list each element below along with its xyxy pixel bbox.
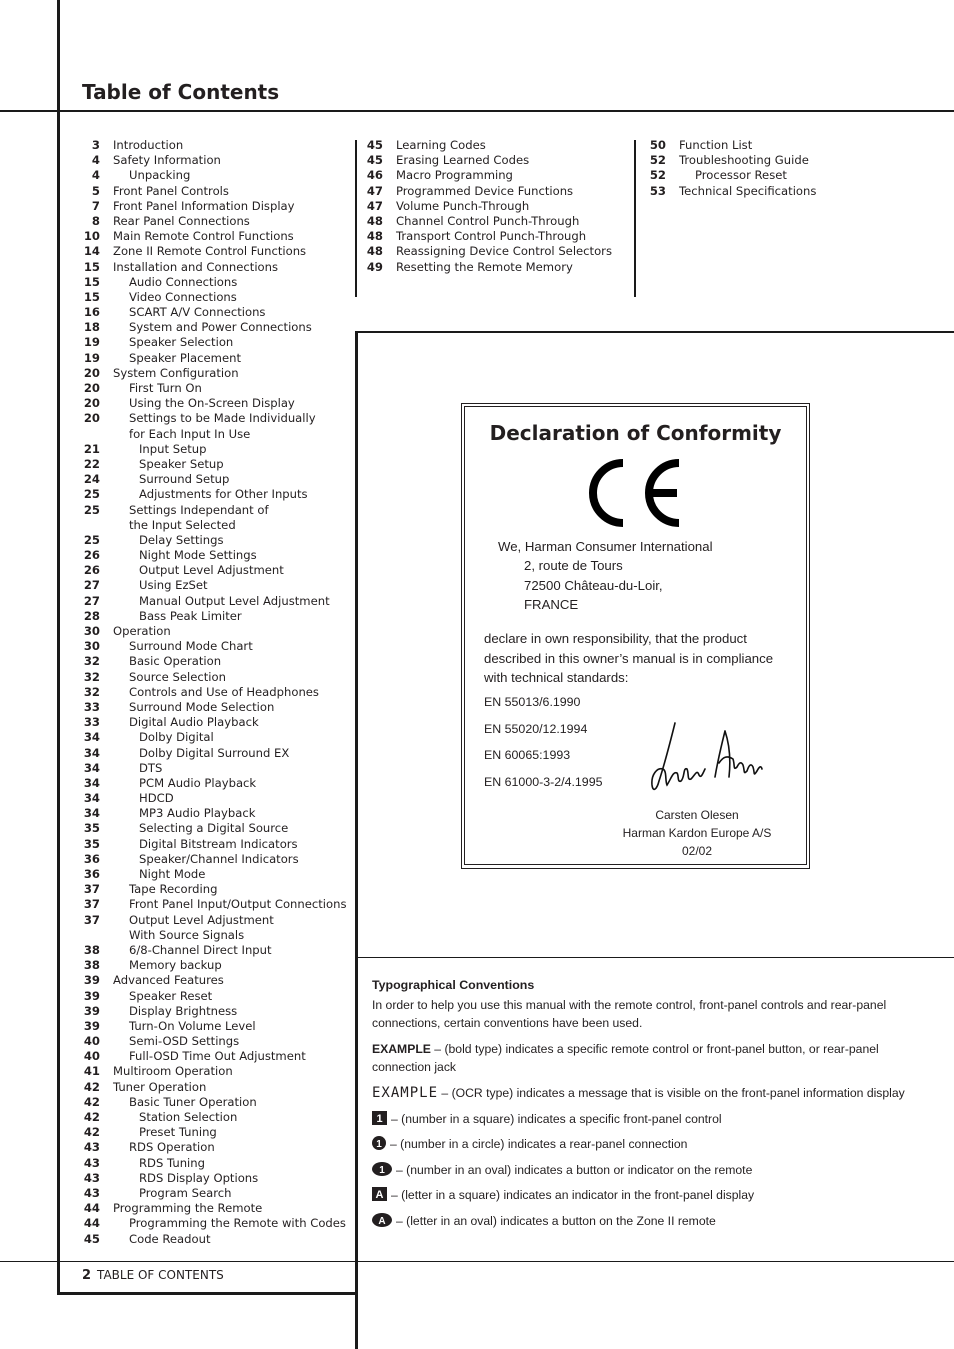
toc-page-number: 22 <box>83 456 100 471</box>
toc-page-number: 35 <box>83 836 100 851</box>
toc-page-number: 43 <box>83 1155 100 1170</box>
toc-entry-title: Speaker Placement <box>129 350 241 365</box>
toc-page-number: 30 <box>83 639 100 654</box>
convention-text: – (number in a circle) indicates a rear-panel connection <box>390 1137 688 1151</box>
toc-entry-title: Night Mode <box>139 867 206 881</box>
toc-page-number: 14 <box>83 244 100 259</box>
toc-page-number: 8 <box>91 213 100 228</box>
toc-page-number: 32 <box>83 654 100 669</box>
toc-page-number: 37 <box>83 912 100 927</box>
toc-page-number: 48 <box>366 213 383 228</box>
left-margin-bar <box>57 0 60 1295</box>
toc-page-number: 38 <box>83 958 100 973</box>
toc-page-number: 25 <box>83 487 100 502</box>
bold-example-desc: – (bold type) indicates a specific remote control or front-panel button, or rear-panel connection jack <box>372 1042 879 1074</box>
toc-entry-title: Function List <box>679 138 753 152</box>
toc-entry-title: Tape Recording <box>129 882 218 897</box>
toc-entry-title: Source Selection <box>129 669 226 684</box>
toc-page-number: 18 <box>83 320 100 335</box>
toc-page-number: 43 <box>83 1185 100 1200</box>
standard-1: EN 55013/6.1990 <box>484 695 581 709</box>
convention-number-oval <box>372 1161 752 1179</box>
toc-page-number: 24 <box>83 472 100 487</box>
toc-entry-title: the Input Selected <box>129 517 236 532</box>
toc-entry-title: Audio Connections <box>129 274 238 289</box>
toc-page-number: 15 <box>83 259 100 274</box>
toc-entry-title: DTS <box>139 760 163 775</box>
conventions-intro: In order to help you use this manual with the remote control, front-panel controls and rear-panel connections, certain conventions have been used. <box>372 998 887 1030</box>
toc-entry-title: Front Panel Controls <box>113 183 229 198</box>
toc-entry-title: Digital Bitstream Indicators <box>139 836 298 851</box>
toc-entry-title: Safety Information <box>113 153 221 168</box>
toc-entry-title: System and Power Connections <box>129 320 312 335</box>
toc-page-number: 26 <box>83 563 100 578</box>
toc-entry-title: Speaker Selection <box>129 335 234 350</box>
toc-entry-title: Semi-OSD Settings <box>129 1034 240 1049</box>
toc-entry-title: Display Brightness <box>129 1003 238 1018</box>
toc-entry-title: Multiroom Operation <box>113 1064 233 1079</box>
toc-page-number: 4 <box>91 168 100 183</box>
toc-entry-title: Adjustments for Other Inputs <box>139 487 308 502</box>
toc-entry-title: Turn-On Volume Level <box>129 1018 256 1033</box>
page-title: Table of Contents <box>82 80 280 104</box>
page-number: 2 <box>82 1268 92 1283</box>
bold-example: EXAMPLE <box>372 1042 431 1056</box>
toc-page-number: 46 <box>366 168 383 183</box>
toc-entry-title: Programmed Device Functions <box>396 183 574 198</box>
toc-entry-title: Main Remote Control Functions <box>113 229 294 244</box>
toc-page-number: 15 <box>83 274 100 289</box>
toc-page-number: 50 <box>649 138 666 152</box>
toc-page-number: 39 <box>83 1003 100 1018</box>
toc-page-number: 34 <box>83 791 100 806</box>
convention-text: – (number in a square) indicates a specific front-panel control <box>391 1112 722 1126</box>
declaration-date: 02/02 <box>681 844 713 858</box>
page-footer <box>82 1268 224 1283</box>
toc-page-number: 44 <box>83 1201 100 1216</box>
toc-page-number: 47 <box>366 198 383 213</box>
toc-entry-title: Operation <box>113 624 171 638</box>
toc-page-number: 42 <box>83 1094 100 1109</box>
symbol-label: 1 <box>379 1165 385 1176</box>
toc-entry-title: Surround Setup <box>139 472 230 487</box>
conventions-title: Typographical Conventions <box>372 978 535 992</box>
toc-entry-title: System Configuration <box>113 365 239 380</box>
toc-entry-title: RDS Tuning <box>139 1155 205 1170</box>
toc-entry-title: Speaker Reset <box>129 988 213 1003</box>
toc-entry-title: Input Setup <box>139 441 207 456</box>
footer-rule <box>0 1261 954 1262</box>
toc-page-number: 53 <box>649 183 666 198</box>
ocr-example-desc: – (OCR type) indicates a message that is visible on the front-panel information display <box>438 1086 905 1100</box>
toc-page-number: 45 <box>366 138 383 152</box>
toc-entry-title: Dolby Digital <box>139 730 214 745</box>
ocr-example: EXAMPLE <box>372 1085 439 1101</box>
toc-entry-title: Reassigning Device Control Selectors <box>396 244 612 259</box>
address-line-4: FRANCE <box>524 597 579 612</box>
declaration-title: Declaration of Conformity <box>489 421 782 445</box>
toc-page-number: 49 <box>366 259 383 274</box>
toc-entry-title: Programming the Remote <box>113 1201 263 1216</box>
toc-entry-title: Video Connections <box>129 289 237 304</box>
symbol-label: A <box>375 1189 384 1201</box>
toc-page-number: 34 <box>83 760 100 775</box>
typographical-conventions <box>372 976 917 1228</box>
toc-page-number: 35 <box>83 821 100 836</box>
number-square-icon <box>372 1111 387 1125</box>
toc-entry-title: Basic Tuner Operation <box>129 1094 257 1109</box>
toc-entry-title: Delay Settings <box>139 532 224 547</box>
toc-entry-title: Output Level Adjustment <box>129 912 274 927</box>
toc-page-number: 34 <box>83 730 100 745</box>
toc-entry-title: Transport Control Punch-Through <box>396 229 587 244</box>
toc-entry-title: Introduction <box>113 138 184 152</box>
toc-page-number: 27 <box>83 593 100 608</box>
toc-page-number: 33 <box>83 715 100 730</box>
symbol-label: A <box>378 1216 386 1227</box>
toc-page-number: 19 <box>83 350 100 365</box>
toc-entry-title: Selecting a Digital Source <box>139 821 289 836</box>
toc-entry-title: Volume Punch-Through <box>396 198 530 213</box>
ce-mark-icon <box>589 457 687 529</box>
symbol-label: 1 <box>376 1139 382 1150</box>
toc-entry-title: Station Selection <box>139 1110 238 1124</box>
footer-section: TABLE OF CONTENTS <box>97 1268 224 1282</box>
standard-4: EN 61000-3-2/4.1995 <box>484 775 603 789</box>
toc-page-number: 20 <box>83 365 100 380</box>
header-rule <box>0 110 954 112</box>
toc-entry-title: SCART A/V Connections <box>129 305 266 320</box>
signature <box>649 719 764 799</box>
toc-entry-title: for Each Input In Use <box>129 426 251 441</box>
col2-divider <box>355 140 357 297</box>
toc-page-number: 40 <box>83 1049 100 1064</box>
toc-entry-title: Rear Panel Connections <box>113 213 250 228</box>
toc-page-number: 39 <box>83 988 100 1003</box>
toc-page-number: 33 <box>83 699 100 714</box>
toc-page-number: 42 <box>83 1110 100 1124</box>
toc-page-number: 21 <box>83 441 100 456</box>
col3-divider <box>634 140 636 297</box>
symbol-label: 1 <box>376 1113 383 1125</box>
toc-entry-title: Dolby Digital Surround EX <box>139 745 290 760</box>
toc-page-number: 48 <box>366 244 383 259</box>
toc-entry-title: Troubleshooting Guide <box>679 153 809 168</box>
convention-letter-oval <box>372 1212 716 1230</box>
conventions-top-rule <box>358 957 954 958</box>
toc-entry-title: With Source Signals <box>129 927 245 942</box>
address-line-3: 72500 Château-du-Loir, <box>524 578 663 593</box>
convention-text: – (letter in a square) indicates an indicator in the front-panel display <box>391 1188 755 1202</box>
toc-entry-title: Controls and Use of Headphones <box>129 684 319 699</box>
signer-name: Carsten Olesen <box>655 808 739 822</box>
convention-letter-square <box>372 1186 754 1204</box>
toc-entry-title: Tuner Operation <box>113 1079 207 1094</box>
toc-page-number: 36 <box>83 867 100 881</box>
toc-page-number: 27 <box>83 578 100 593</box>
toc-entry-title: Settings Independant of <box>129 502 269 517</box>
toc-entry-title: RDS Operation <box>129 1140 215 1155</box>
convention-number-square <box>372 1110 722 1128</box>
toc-page-number: 16 <box>83 305 100 320</box>
toc-entry-title: Resetting the Remote Memory <box>396 259 573 274</box>
toc-entry-title: Front Panel Input/Output Connections <box>129 897 347 912</box>
toc-page-number: 39 <box>83 973 100 988</box>
toc-page-number: 41 <box>83 1064 100 1079</box>
toc-page-number: 10 <box>83 229 100 244</box>
toc-page-number: 25 <box>83 532 100 547</box>
address-line-2: 2, route de Tours <box>524 558 623 573</box>
toc-page-number: 4 <box>91 153 100 168</box>
toc-entry-title: HDCD <box>139 791 174 806</box>
toc-entry-title: PCM Audio Playback <box>139 775 257 790</box>
toc-entry-title: Using EzSet <box>139 578 208 593</box>
toc-page-number: 3 <box>91 138 100 152</box>
toc-entry-title: Settings to be Made Individually <box>129 411 316 426</box>
toc-entry-title: Front Panel Information Display <box>113 198 295 213</box>
toc-page-number: 44 <box>83 1216 100 1231</box>
declaration-statement: declare in own responsibility, that the product described in this owner’s manual is in compliance with technical standards: <box>484 631 774 686</box>
toc-entry-title: Macro Programming <box>396 168 513 183</box>
convention-bold <box>372 1040 917 1076</box>
number-circle-icon <box>372 1136 386 1150</box>
right-panel-bar <box>355 331 358 1349</box>
toc-entry-title: Learning Codes <box>396 138 486 152</box>
toc-entry-title: Memory backup <box>129 958 222 973</box>
toc-entry-title: Installation and Connections <box>113 259 279 274</box>
toc-entry-title: Surround Mode Selection <box>129 699 275 714</box>
letter-oval-icon <box>372 1213 392 1227</box>
toc-entry-title: Erasing Learned Codes <box>396 153 530 168</box>
toc-entry-title: Preset Tuning <box>139 1125 217 1140</box>
toc-page-number: 43 <box>83 1170 100 1185</box>
toc-entry-title: Using the On-Screen Display <box>129 396 295 411</box>
toc-entry-title: Basic Operation <box>129 654 222 669</box>
toc-page-number: 19 <box>83 335 100 350</box>
toc-entry-title: Programming the Remote with Codes <box>129 1216 346 1231</box>
toc-page-number: 30 <box>83 624 100 638</box>
address-line-1: We, Harman Consumer International <box>498 539 713 554</box>
toc-page-number: 42 <box>83 1125 100 1140</box>
convention-number-circle <box>372 1135 687 1153</box>
toc-entry-title: RDS Display Options <box>139 1170 259 1185</box>
toc-entry-title: MP3 Audio Playback <box>139 806 256 821</box>
toc-page-number: 28 <box>83 608 100 623</box>
letter-square-icon <box>372 1187 387 1201</box>
toc-entry-title: First Turn On <box>129 381 202 395</box>
toc-entry-title: Advanced Features <box>113 973 224 988</box>
toc-page-number: 52 <box>649 153 666 168</box>
toc-entry-title: 6/8-Channel Direct Input <box>129 942 272 957</box>
toc-entry-title: Zone II Remote Control Functions <box>113 244 307 259</box>
toc-entry-title: Speaker Setup <box>139 456 224 471</box>
toc-page-number: 37 <box>83 882 100 897</box>
toc-page-number: 39 <box>83 1018 100 1033</box>
toc-page-number: 48 <box>366 229 383 244</box>
signer-company: Harman Kardon Europe A/S <box>622 826 772 840</box>
toc-entry-title: Technical Specifications <box>679 183 817 198</box>
toc-page-number: 45 <box>83 1231 100 1246</box>
toc-page-number: 20 <box>83 411 100 426</box>
toc-entry-title: Digital Audio Playback <box>129 715 259 730</box>
toc-page-number: 47 <box>366 183 383 198</box>
standard-3: EN 60065:1993 <box>484 748 571 762</box>
toc-page-number: 20 <box>83 396 100 411</box>
toc-entry-title: Output Level Adjustment <box>139 563 284 578</box>
right-panel-top-rule <box>355 331 954 333</box>
toc-entry-title: Unpacking <box>129 168 191 183</box>
toc-entry-title: Processor Reset <box>695 168 787 183</box>
toc-page-number: 26 <box>83 548 100 563</box>
toc-entry-title: Program Search <box>139 1185 232 1200</box>
toc-page-number: 15 <box>83 289 100 304</box>
declaration-of-conformity <box>464 406 807 865</box>
toc-page-number: 45 <box>366 153 383 168</box>
convention-text: – (letter in an oval) indicates a button on the Zone II remote <box>396 1214 716 1228</box>
toc-page-number: 32 <box>83 669 100 684</box>
toc-page-number: 32 <box>83 684 100 699</box>
toc-entry-title: Speaker/Channel Indicators <box>139 851 299 866</box>
toc-entry-title: Bass Peak Limiter <box>139 608 242 623</box>
toc-entry-title: Full-OSD Time Out Adjustment <box>129 1049 306 1064</box>
toc-page-number: 7 <box>91 198 100 213</box>
convention-text: – (number in an oval) indicates a button or indicator on the remote <box>396 1163 753 1177</box>
number-oval-icon <box>372 1162 392 1176</box>
standard-2: EN 55020/12.1994 <box>484 722 588 736</box>
toc-page-number: 34 <box>83 806 100 821</box>
toc-entry-title: Manual Output Level Adjustment <box>139 593 330 608</box>
toc-page-number: 52 <box>649 168 666 183</box>
toc-entry-title: Channel Control Punch-Through <box>396 213 580 228</box>
toc-entry-title: Night Mode Settings <box>139 548 257 563</box>
toc-page-number: 34 <box>83 775 100 790</box>
toc-page-number: 40 <box>83 1034 100 1049</box>
toc-page-number: 20 <box>83 381 100 395</box>
toc-page-number: 43 <box>83 1140 100 1155</box>
toc-page-number: 25 <box>83 502 100 517</box>
toc-page-number: 42 <box>83 1079 100 1094</box>
convention-ocr <box>372 1084 917 1102</box>
toc-page-number: 36 <box>83 851 100 866</box>
toc-page-number: 38 <box>83 942 100 957</box>
toc-page-number: 5 <box>91 183 100 198</box>
bottom-left-rule <box>57 1292 358 1295</box>
toc-page-number: 37 <box>83 897 100 912</box>
toc-page-number: 34 <box>83 745 100 760</box>
toc-entry-title: Code Readout <box>129 1231 211 1246</box>
toc-entry-title: Surround Mode Chart <box>129 639 253 654</box>
